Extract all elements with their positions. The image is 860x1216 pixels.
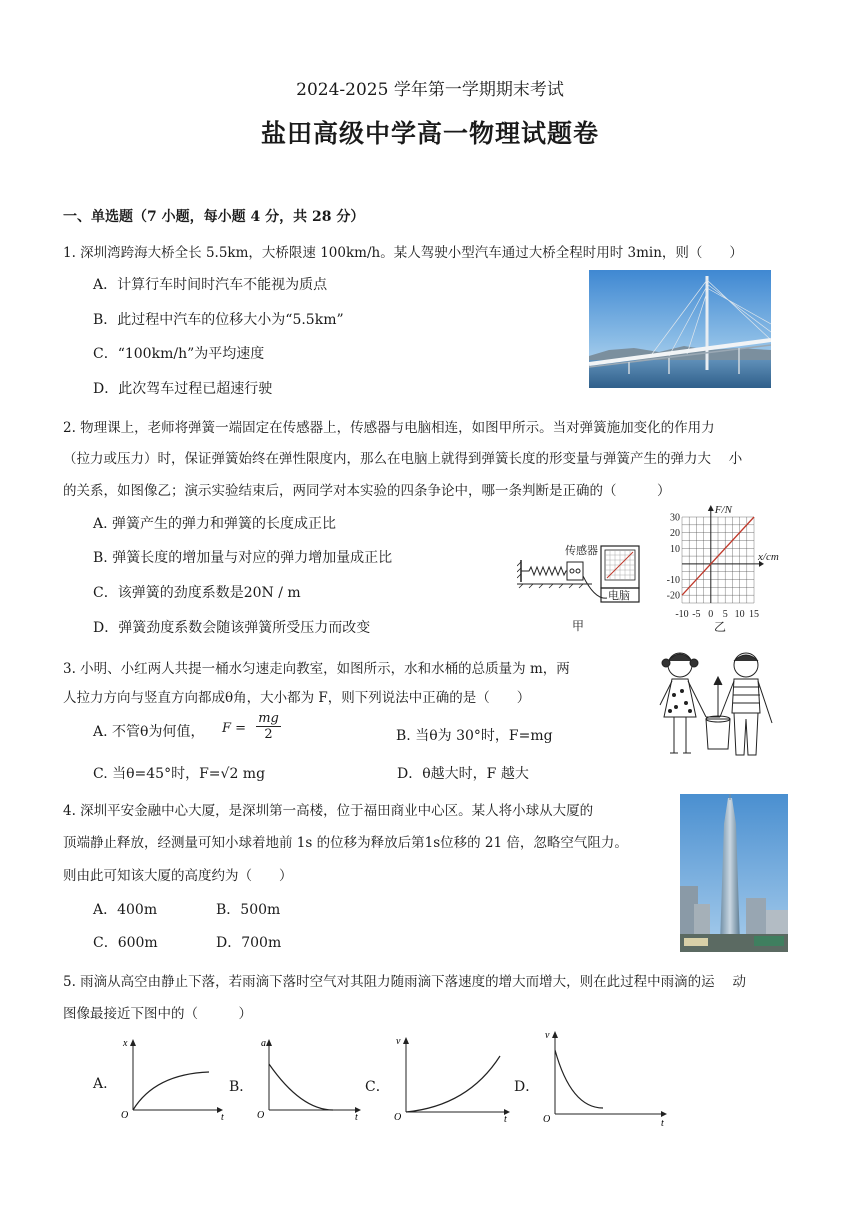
- exam-title: 2024-2025 学年第一学期期末考试: [296, 80, 564, 100]
- section-title: 一、单选题（7 小题，每小题 4 分，共 28 分）: [63, 209, 365, 225]
- q2-stem-line-1: 2. 物理课上，老师将弹簧一端固定在传感器上，传感器与电脑相连，如图甲所示。当对弹簧施加变化的作用力: [63, 420, 715, 436]
- graph-d-vt: [537, 1028, 671, 1128]
- spring-sensor-figure: [517, 540, 647, 635]
- x-tick-label: -5: [692, 609, 701, 620]
- q1-option-b: B．此过程中汽车的位移大小为“5.5km”: [93, 312, 344, 328]
- q1-option-a: A．计算行车时间时汽车不能视为质点: [93, 277, 328, 293]
- graph-c-vt: [388, 1034, 514, 1124]
- y-tick-label: -20: [666, 590, 680, 602]
- x-tick-label: 15: [749, 609, 759, 620]
- graph-d-origin: O: [543, 1114, 551, 1125]
- q3-option-c: C. 当θ=45°时，F=√2 mg: [93, 766, 266, 782]
- x-tick-label: 10: [734, 609, 745, 620]
- graph-b-at: [251, 1036, 365, 1120]
- chart-grid: [682, 517, 754, 603]
- x-tick-label: 0: [708, 609, 714, 620]
- x-axis-label: x/cm: [758, 550, 779, 563]
- q4-option-a: A．400m: [93, 902, 158, 918]
- formula-lhs: F =: [222, 721, 247, 736]
- q4-option-d: D．700m: [216, 935, 282, 951]
- q5-stem-line-1: 5. 雨滴从高空由静止下落，若雨滴下落时空气对其阻力随雨滴下落速度的增大而增大，则在此过程中雨滴的运 动: [63, 974, 746, 990]
- skyscraper-photo: [680, 794, 788, 952]
- graph-c-y-label: v: [396, 1036, 401, 1047]
- graph-a-origin: O: [121, 1110, 129, 1120]
- graph-a-y-label: x: [123, 1038, 128, 1049]
- x-tick-label: 5: [722, 609, 728, 620]
- q3-option-b: B. 当θ为 30°时，F=mg: [396, 728, 553, 744]
- q2-option-a: A. 弹簧产生的弹力和弹簧的长度成正比: [93, 516, 337, 532]
- q5-option-b-label: B．: [229, 1079, 254, 1095]
- graph-d-y-label: v: [545, 1030, 550, 1041]
- kids-carrying-bucket-figure: [650, 645, 778, 767]
- q2-option-b: B. 弹簧长度的增加量与对应的弹力增加量成正比: [93, 550, 393, 566]
- graph-c-origin: O: [394, 1112, 402, 1123]
- q2-option-d: D．弹簧劲度系数会随该弹簧所受压力而改变: [93, 620, 371, 636]
- y-tick-label: -10: [666, 575, 680, 587]
- formula-numerator: mg: [258, 711, 279, 726]
- q5-option-a-label: A.: [93, 1076, 108, 1092]
- q5-option-c-label: C．: [365, 1079, 390, 1095]
- q4-stem-line-2: 顶端静止释放，经测量可知小球着地前 1s 的位移为释放后第1s位移的 21 倍，忽略空气阻力。: [63, 835, 628, 851]
- graph-b-origin: O: [257, 1110, 265, 1120]
- graph-d-x-label: t: [661, 1118, 664, 1128]
- q1-option-c: C．“100km/h”为平均速度: [93, 346, 265, 362]
- bridge-photo: [589, 270, 771, 388]
- q4-stem-line-3: 则由此可知该大厦的高度约为（ ）: [63, 868, 293, 884]
- graph-b-x-label: t: [355, 1112, 358, 1120]
- q1-stem: 1. 深圳湾跨海大桥全长 5.5km，大桥限速 100km/h。某人驾驶小型汽车通过大桥全程时用时 3min，则（ ）: [63, 245, 743, 261]
- q3-formula: [222, 711, 281, 742]
- paper-title: 盐田高级中学高一物理试题卷: [260, 119, 599, 148]
- q2-stem-line-3: 的关系，如图像乙；演示实验结束后，两同学对本实验的四条争论中，哪一条判断是正确的（ ）: [63, 483, 671, 499]
- q3-option-d: D．θ越大时，F 越大: [397, 766, 529, 782]
- y-tick-label: 10: [670, 543, 680, 555]
- graph-b-y-label: a: [261, 1038, 266, 1049]
- q2-option-c: C．该弹簧的劲度系数是20N / m: [93, 585, 301, 601]
- x-tick-label: -10: [675, 609, 689, 620]
- q3-stem-line-2: 人拉力方向与竖直方向都成θ角，大小都为 F，则下列说法中正确的是（ ）: [63, 690, 531, 706]
- q5-option-d-label: D．: [514, 1079, 540, 1095]
- graph-a-x-label: t: [221, 1112, 224, 1120]
- y-tick-label: 30: [670, 512, 680, 524]
- y-axis-arrow: [708, 505, 714, 511]
- formula-denominator: 2: [264, 727, 273, 742]
- q4-option-c: C．600m: [93, 935, 158, 951]
- q5-stem-line-2: 图像最接近下图中的（ ）: [63, 1006, 252, 1022]
- computer-label: 电脑: [608, 590, 630, 602]
- q4-option-b: B．500m: [216, 902, 281, 918]
- q2-stem-line-2: （拉力或压力）时，保证弹簧始终在弹性限度内，那么在电脑上就得到弹簧长度的形变量与弹簧产生的弹力大 小: [63, 451, 743, 467]
- q4-stem-line-1: 4. 深圳平安金融中心大厦，是深圳第一高楼，位于福田商业中心区。某人将小球从大厦的: [63, 803, 594, 819]
- q3-stem-line-1: 3. 小明、小红两人共提一桶水匀速走向教室，如图所示，水和水桶的总质量为 m，两: [63, 661, 570, 677]
- sensor-label: 传感器: [565, 545, 598, 557]
- figure-jia-label: 甲: [572, 619, 585, 633]
- graph-c-x-label: t: [504, 1114, 507, 1124]
- q3-option-a: A. 不管θ为何值，: [93, 724, 205, 740]
- force-extension-chart: [650, 503, 790, 635]
- y-axis-label: F/N: [714, 504, 732, 516]
- q1-option-d: D．此次驾车过程已超速行驶: [93, 381, 273, 397]
- graph-a-xt: [115, 1036, 225, 1120]
- y-tick-label: 20: [670, 528, 680, 540]
- figure-yi-label: 乙: [714, 620, 727, 634]
